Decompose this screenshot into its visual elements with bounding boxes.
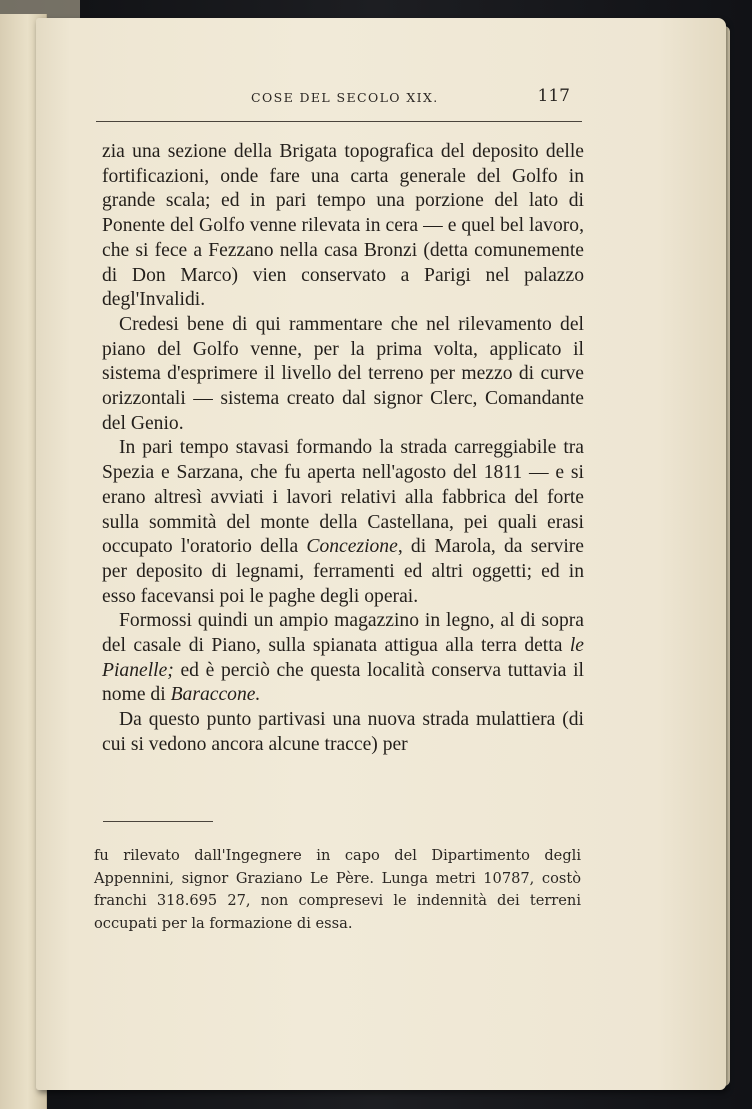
paragraph-1: zia una sezione della Brigata topografica del deposito delle fortificazioni, onde fare una carta generale del Golfo in grande scala; ed in pari tempo una porzione del lato di Ponente del Golfo venne rilevata in cera — e quel bel lavoro, che si fece a Fezzano nella casa Bronzi (detta comunemente di Don Marco) vien conservato a Parigi nel palazzo degl'Invalidi. (102, 141, 584, 311)
footnote (94, 845, 581, 935)
paragraph-5: Da questo punto partivasi una nuova strada mulattiera (di cui si vedono ancora alcune tracce) per (102, 709, 584, 755)
running-head: COSE DEL SECOLO XIX. (251, 90, 439, 105)
paragraph-2: Credesi bene di qui rammentare che nel rilevamento del piano del Golfo venne, per la prima volta, applicato il sistema d'esprimere il livello del terreno per mezzo di curve orizzontali — sistema creato dal signor Clerc, Comandante del Genio. (102, 313, 584, 434)
paragraph-3-italic: Concezione (306, 536, 398, 558)
body-text (102, 140, 584, 758)
paragraph-3-text-b: , di Marola, da servire per deposito di legnami, ferramenti ed altri oggetti; ed in esso facevansi poi le paghe degli operai. (102, 536, 585, 607)
page-header (96, 86, 582, 116)
page-number: 117 (537, 86, 570, 106)
paragraph-4-text-a: Formossi quindi un ampio magazzino in legno, al di sopra del casale di Piano, sulla spianata attigua alla terra detta (102, 610, 584, 657)
footnote-text: fu rilevato dall'Ingegnere in capo del Dipartimento degli Appennini, signor Graziano Le Père. Lunga metri 10787, costò franchi 318.695 27, non compresevi le indennità dei terreni occupati per la formazione di essa. (94, 847, 581, 932)
paragraph-3-text-a: In pari tempo stavasi formando la strada carreggiabile tra Spezia e Sarzana, che fu aperta nell'agosto del 1811 — e si erano altresì avviati i lavori relativi alla fabbrica del forte sulla sommità del monte della Castellana, pei quali erasi occupato l'oratorio della (102, 437, 584, 558)
paragraph-4 (102, 609, 584, 708)
paragraph-4-italic-2: Baraccone. (170, 684, 261, 706)
paragraph-3 (102, 436, 584, 609)
paragraph-4-italic-1: le Pianelle; (102, 635, 584, 681)
paragraph-4-text-b: ed è perciò che questa località conserva tuttavia il nome di (102, 659, 584, 706)
header-rule (96, 121, 582, 122)
footnote-rule (103, 821, 213, 822)
